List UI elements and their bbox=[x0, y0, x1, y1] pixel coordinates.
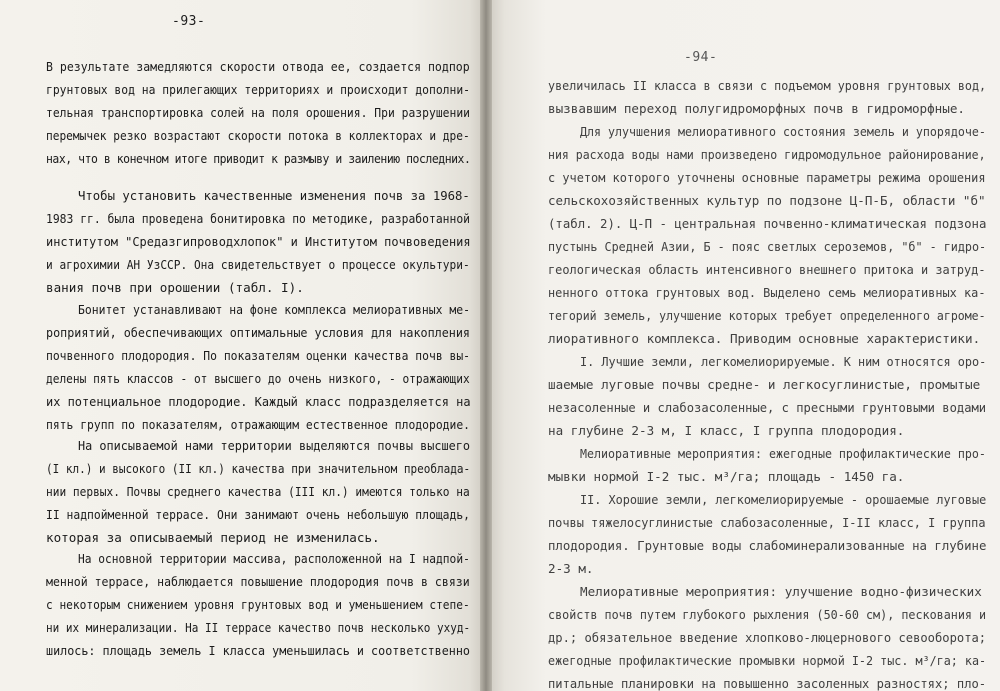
text-line: др.; обязательное введение хлопково-люцернового севооборота; bbox=[548, 630, 987, 645]
text-line: Мелиоративные мероприятия: ежегодные профилактические про- bbox=[580, 446, 986, 461]
text-line: Чтобы установить качественные изменения почв за 1968- bbox=[78, 188, 470, 203]
text-line: на глубине 2-3 м, I класс, I группа плодородия. bbox=[548, 423, 905, 438]
text-line: лиоративного комплекса. Приводим основные характеристики. bbox=[548, 331, 981, 346]
text-line: тельная транспортировка солей на поля орошения. При разрушении bbox=[46, 105, 471, 120]
text-line: нии первых. Почвы среднего качества (III кл.) имеются только на bbox=[46, 484, 470, 499]
text-line: Бонитет устанавливают на фоне комплекса мелиоративных ме- bbox=[78, 302, 470, 317]
text-line: На описываемой нами территории выделяются почвы высшего bbox=[78, 438, 470, 453]
text-line: почвенного плодородия. По показателям оценки качества почв вы- bbox=[46, 348, 471, 363]
text-line: геологическая область интенсивного внешнего притока и затруд- bbox=[548, 262, 986, 277]
text-line: В результате замедляются скорости отвода ее, создается подпор bbox=[46, 59, 470, 74]
text-line: и агрохимии АН УзССР. Она свидетельствует о процессе окультури- bbox=[46, 257, 470, 272]
text-line: мывки нормой I-2 тыс. м³/га; площадь - 1450 га. bbox=[548, 469, 905, 484]
text-line: Для улучшения мелиоративного состояния земель и упорядоче- bbox=[580, 124, 986, 139]
text-line: На основной территории массива, расположенной на I надпой- bbox=[78, 551, 470, 566]
text-line: институтом "Средазгипроводхлопок" и Институтом почвоведения bbox=[46, 234, 471, 249]
text-line: шилось: площадь земель I класса уменьшилась и соответственно bbox=[46, 643, 471, 658]
text-line: тегорий земель, улучшение которых требует определенного агроме- bbox=[548, 308, 986, 323]
text-line: перемычек резко возрастают скорости потока в коллекторах и дре- bbox=[46, 128, 470, 143]
text-line: 2-3 м. bbox=[548, 561, 594, 576]
text-line: ния расхода воды нами произведено гидромодульное районирование, bbox=[548, 147, 986, 162]
text-line: ежегодные профилактические промывки нормой I-2 тыс. м³/га; ка- bbox=[548, 653, 987, 668]
text-line: которая за описываемый период не изменилась. bbox=[46, 530, 380, 545]
text-line: с учетом которого уточнены основные параметры режима орошения bbox=[548, 170, 986, 185]
text-line: их потенциальное плодородие. Каждый класс подразделяется на bbox=[46, 394, 471, 409]
text-line: почвы тяжелосуглинистые слабозасоленные, I-II класс, I группа bbox=[548, 515, 986, 530]
text-line: (табл. 2). Ц-П - центральная почвенно-климатическая подзона bbox=[548, 216, 987, 231]
text-line: ненного оттока грунтовых вод. Выделено семь мелиоративных ка- bbox=[548, 285, 986, 300]
text-line: (I кл.) и высокого (II кл.) качества при значительном преоблада- bbox=[46, 461, 471, 476]
text-line: 1983 гг. была проведена бонитировка по методике, разработанной bbox=[46, 211, 471, 226]
right-page-number: -94- bbox=[684, 50, 718, 65]
text-line: плодородия. Грунтовые воды слабоминерализованные на глубине bbox=[548, 538, 987, 553]
text-line: II. Хорошие земли, легкомелиорируемые - орошаемые луговые bbox=[580, 492, 987, 507]
text-line: делены пять классов - от высшего до очень низкого, - отражающих bbox=[46, 371, 470, 386]
text-line: вания почв при орошении (табл. I). bbox=[46, 280, 304, 295]
text-line: увеличилась II класса в связи с подъемом уровня грунтовых вод, bbox=[548, 78, 987, 93]
text-line: II надпойменной террасе. Они занимают очень небольшую площадь, bbox=[46, 507, 471, 522]
text-line: грунтовых вод на прилегающих территориях и происходит дополни- bbox=[46, 82, 471, 97]
text-line: ни их минерализации. На II террасе качество почв несколько ухуд- bbox=[46, 620, 471, 635]
text-line: роприятий, обеспечивающих оптимальные условия для накопления bbox=[46, 325, 471, 340]
text-line: питальные планировки на повышенно засоленных разностях; пло- bbox=[548, 676, 987, 691]
text-line: I. Лучшие земли, легкомелиорируемые. К ним относятся оро- bbox=[580, 354, 987, 369]
left-page-number: -93- bbox=[172, 14, 206, 29]
book-gutter bbox=[480, 0, 492, 691]
text-line: вызвавшим переход полугидроморфных почв в гидроморфные. bbox=[548, 101, 966, 116]
text-line: свойств почв путем глубокого рыхления (50-60 см), пескования и bbox=[548, 607, 987, 622]
text-line: менной террасе, наблюдается повышение плодородия почв в связи bbox=[46, 574, 470, 589]
text-line: сельскохозяйственных культур по подзоне Ц-П-Б, области "б" bbox=[548, 193, 986, 208]
text-line: незасоленные и слабозасоленные, с пресными грунтовыми водами bbox=[548, 400, 987, 415]
text-line: нах, что в конечном итоге приводит к размыву и заилению последних. bbox=[46, 151, 471, 166]
text-line: пять групп по показателям, отражающим естественное плодородие. bbox=[46, 417, 471, 432]
left-page bbox=[0, 0, 484, 691]
text-line: шаемые луговые почвы средне- и легкосуглинистые, промытые bbox=[548, 377, 981, 392]
text-line: пустынь Средней Азии, Б - пояс светлых сероземов, "б" - гидро- bbox=[548, 239, 987, 254]
right-page bbox=[484, 0, 1000, 691]
text-line: Мелиоративные мероприятия: улучшение водно-физических bbox=[580, 584, 982, 599]
text-line: с некоторым снижением уровня грунтовых вод и уменьшением степе- bbox=[46, 597, 470, 612]
